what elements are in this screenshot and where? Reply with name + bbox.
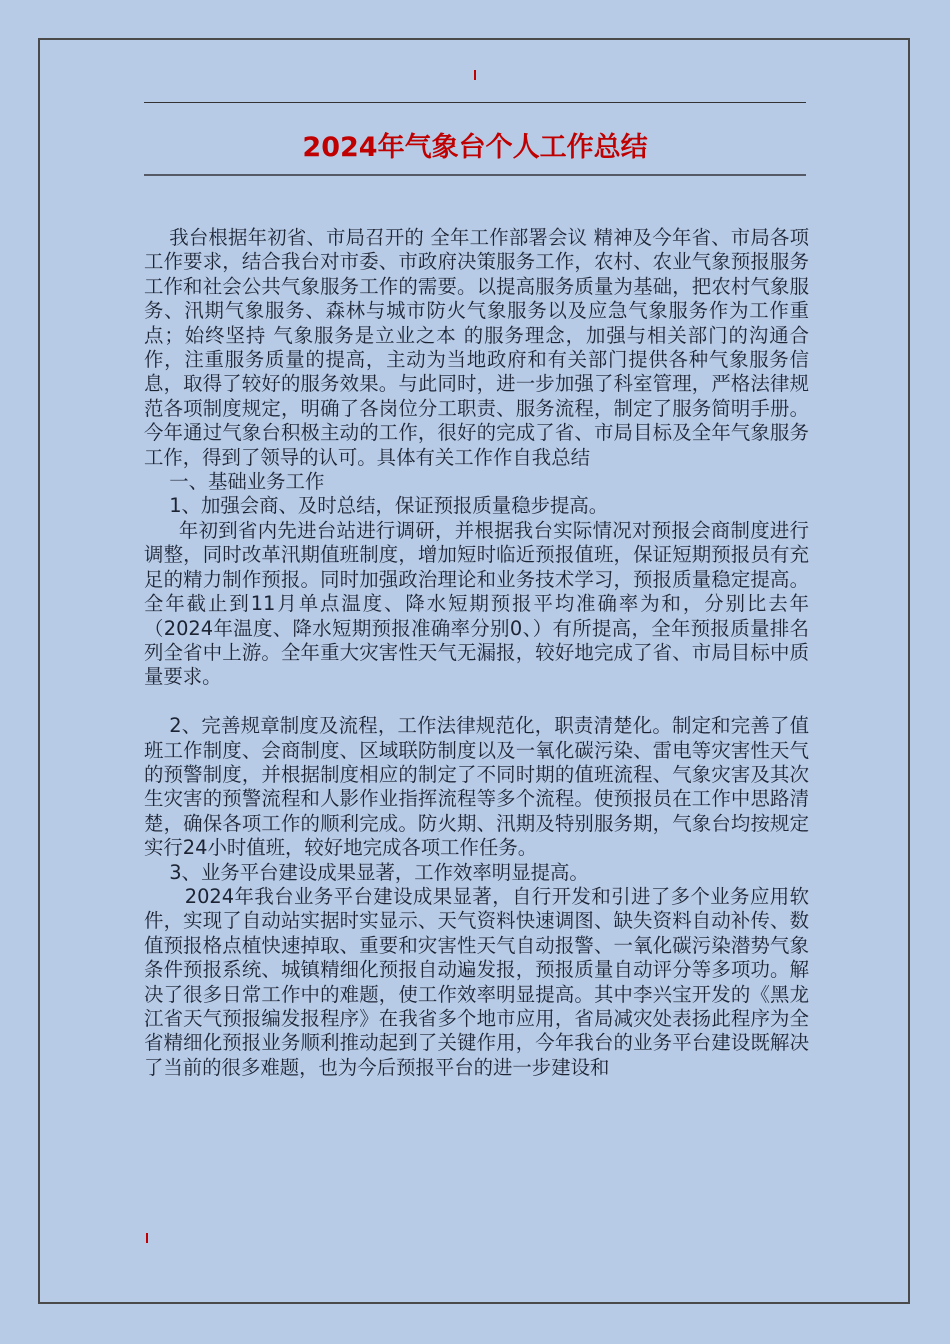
item1-heading: 1、加强会商、及时总结，保证预报质量稳步提高。 (169, 494, 609, 518)
item3-body: 2024年我台业务平台建设成果显著，自行开发和引进了多个业务应用软件，实现了自动站实据时实显示、天气资料快速调图、缺失资料自动补传、数值预报格点植快速掉取、重要和灾害性天气自动报警、一氧化碳污染潜势气象条件预报系统、城镇精细化预报自动遍发报，预报质量自动评分等多项功。解决了很多日常工作中的难题，使工作效率明显提高。其中李兴宝开发的《黑龙江省天气预报编发报程序》在我省多个地市应用，省局减灾处表扬此程序为全省精细化预报业务顺利推动起到了关键作用，今年我台的业务平台建设既解决了当前的很多难题，也为今后预报平台的进一步建设和 (144, 884, 809, 1079)
item1-body: 年初到省内先进台站进行调研，并根据我台实际情况对预报会商制度进行调整，同时改革汛期值班制度，增加短时临近预报值班，保证短期预报员有充足的精力制作预报。同时加强政治理论和业务技术学习，预报质量稳定提高。全年截止到11月单点温度、降水短期预报平均准确率为和，分别比去年（2024年温度、降水短期预报准确率分别0、）有所提高，全年预报质量排名列全省中上游。全年重大灾害性天气无漏报，较好地完成了省、市局目标中质量要求。 (144, 518, 809, 689)
item3-heading: 3、业务平台建设成果显著，工作效率明显提高。 (169, 860, 589, 884)
intro-paragraph: 我台根据年初省、市局召开的 全年工作部署会议 精神及今年省、市局各项工作要求，结合我台对市委、市政府决策服务工作，农村、农业气象预报服务工作和社会公共气象服务工作的需要。以提高服务质量为基础，把农村气象服务、汛期气象服务、森林与城市防火气象服务以及应急气象服务作为工作重点；始终坚持 气象服务是立业之本 的服务理念，加强与相关部门的沟通合作，注重服务质量的提高，主动为当地政府和有关部门提供各种气象服务信息，取得了较好的服务效果。与此同时，进一步加强了科室管理，严格法律规范各项制度规定，明确了各岗位分工职责、服务流程，制定了服务简明手册。今年通过气象台积极主动的工作，很好的完成了省、市局目标及全年气象服务工作，得到了领导的认可。具体有关工作作自我总结 (144, 226, 809, 469)
header-marker (474, 70, 476, 80)
item2-paragraph: 2、完善规章制度及流程，工作法律规范化，职责清楚化。制定和完善了值班工作制度、会商制度、区域联防制度以及一氧化碳污染、雷电等灾害性天气的预警制度，并根据制度相应的制定了不同时期的值班流程、气象灾害及其次生灾害的预警流程和人影作业指挥流程等多个流程。使预报员在工作中思路清楚，确保各项工作的顺利完成。防火期、汛期及特别服务期，气象台均按规定实行24小时值班，较好地完成各项工作任务。 (144, 714, 809, 860)
document-title: 2024年气象台个人工作总结 (302, 132, 648, 163)
footer-marker (146, 1233, 148, 1243)
title-rule (144, 174, 806, 176)
document-body (144, 226, 809, 1080)
section-heading: 一、基础业务工作 (169, 470, 325, 494)
paragraph-gap (144, 690, 809, 714)
header-rule (144, 102, 806, 103)
